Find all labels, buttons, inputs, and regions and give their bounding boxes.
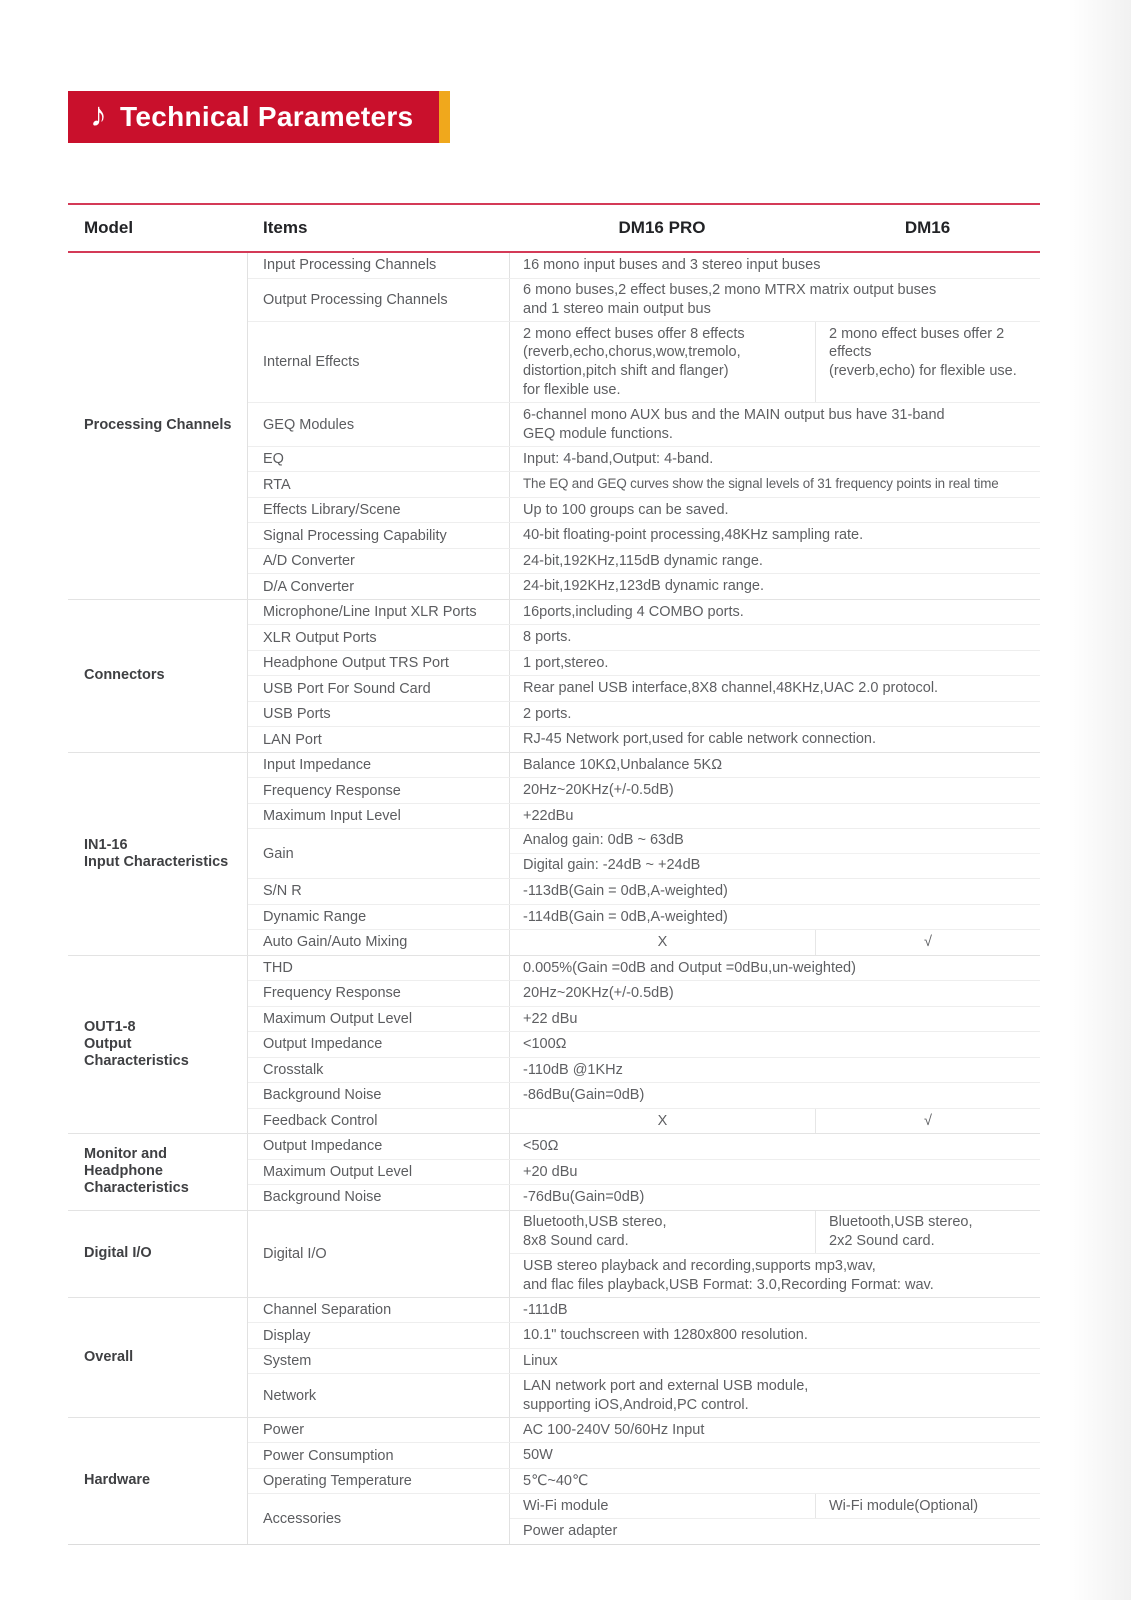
- table-row: [248, 676, 1040, 702]
- table-row: [248, 956, 1040, 982]
- group-rows: [248, 956, 1040, 1134]
- item-label: Output Impedance: [263, 1138, 383, 1155]
- item-label: Input Processing Channels: [263, 257, 437, 274]
- value-cell: [509, 549, 1040, 574]
- value-cell: [509, 702, 1040, 727]
- item-label: Maximum Output Level: [263, 1010, 413, 1027]
- value-cell: [509, 778, 1040, 803]
- table-row: [248, 981, 1040, 1007]
- model-label-line: Connectors: [84, 667, 165, 684]
- table-row: [248, 1032, 1040, 1058]
- table-group: [68, 1417, 1040, 1544]
- value-text: The EQ and GEQ curves show the signal levels of 31 frequency points in real time: [523, 476, 999, 492]
- value-cell: [509, 1374, 1040, 1417]
- item-label: THD: [263, 959, 293, 976]
- table-group: [68, 1297, 1040, 1417]
- value-text: 1 port,stereo.: [523, 654, 609, 671]
- model-label-line: Overall: [84, 1348, 134, 1365]
- model-label-line: Monitor and: [84, 1146, 167, 1163]
- value-text: <50Ω: [523, 1138, 559, 1155]
- value-text: -113dB(Gain = 0dB,A-weighted): [523, 883, 728, 900]
- value-line: USB stereo playback and recording,supports mp3,wav,: [523, 1257, 876, 1274]
- value-cell: [509, 1349, 1040, 1374]
- table-row: [248, 753, 1040, 779]
- value-line: LAN network port and external USB module,: [523, 1377, 809, 1394]
- group-rows: [248, 253, 1040, 599]
- item-label: Power: [263, 1422, 305, 1439]
- table-row: [248, 253, 1040, 279]
- value-cell: [509, 447, 1040, 472]
- table-row: [248, 472, 1040, 498]
- value-line: and flac files playback,USB Format: 3.0,Recording Format: wav.: [523, 1276, 934, 1293]
- model-label-line: Input Characteristics: [84, 853, 229, 870]
- value-cell: [509, 1109, 1040, 1134]
- split-cell-pro: [510, 1211, 816, 1254]
- value-cell: [509, 829, 1040, 878]
- group-rows: [248, 1418, 1040, 1544]
- value-text: 50W: [523, 1447, 553, 1464]
- value-line: Wi-Fi module(Optional): [829, 1497, 979, 1514]
- item-label: Headphone Output TRS Port: [263, 655, 449, 672]
- value-cell: [509, 804, 1040, 829]
- mark-pro: X: [510, 930, 816, 954]
- model-label-line: Processing Channels: [84, 417, 232, 434]
- value-cell: [509, 1443, 1040, 1468]
- value-text: -86dBu(Gain=0dB): [523, 1087, 645, 1104]
- value-cell: [509, 1083, 1040, 1108]
- value-cell: [509, 322, 1040, 402]
- table-row: [248, 1349, 1040, 1375]
- value-cell: [509, 753, 1040, 778]
- table-group: [68, 752, 1040, 955]
- item-label: Frequency Response: [263, 782, 401, 799]
- value-cell: [509, 1032, 1040, 1057]
- value-text: 20Hz~20KHz(+/-0.5dB): [523, 782, 674, 799]
- item-label: Maximum Input Level: [263, 808, 401, 825]
- table-row: [248, 1494, 1040, 1543]
- table-group: [68, 1133, 1040, 1210]
- table-row: [248, 804, 1040, 830]
- table-row: [248, 727, 1040, 752]
- value-extra-text: [510, 1519, 1040, 1543]
- value-cell: [509, 981, 1040, 1006]
- value-line: 2 mono effect buses offer 8 effects: [523, 325, 745, 342]
- split-cell-pro: [510, 322, 816, 402]
- model-label-line: IN1-16: [84, 836, 128, 853]
- table-header-row: [68, 203, 1040, 253]
- model-category-label: [68, 1298, 248, 1417]
- value-text: 2 ports.: [523, 705, 572, 722]
- item-label: Effects Library/Scene: [263, 502, 401, 519]
- value-cell: [509, 523, 1040, 548]
- split-cell-pro: [510, 1494, 816, 1518]
- value-cell: [509, 279, 1040, 322]
- value-cell: [509, 1007, 1040, 1032]
- table-row: [248, 905, 1040, 931]
- table-row: [248, 625, 1040, 651]
- value-text: 24-bit,192KHz,115dB dynamic range.: [523, 552, 763, 569]
- table-row: [248, 600, 1040, 626]
- value-text: Linux: [523, 1352, 558, 1369]
- table-group: [68, 1210, 1040, 1297]
- value-cell: [509, 956, 1040, 981]
- value-subline: Analog gain: 0dB ~ 63dB: [523, 832, 684, 849]
- item-label: Background Noise: [263, 1087, 382, 1104]
- value-text: 5℃~40℃: [523, 1472, 589, 1489]
- value-cell: [509, 1160, 1040, 1185]
- header-items: Items: [263, 218, 308, 237]
- model-category-label: [68, 253, 248, 599]
- section-banner: [68, 91, 450, 143]
- value-text: Up to 100 groups can be saved.: [523, 501, 729, 518]
- item-label: Internal Effects: [263, 354, 360, 371]
- value-extra-text: [510, 1254, 1040, 1297]
- page-title: Technical Parameters: [120, 101, 414, 132]
- value-text: 16ports,including 4 COMBO ports.: [523, 603, 744, 620]
- value-text: Rear panel USB interface,8X8 channel,48KHz,UAC 2.0 protocol.: [523, 680, 939, 697]
- value-line: Bluetooth,USB stereo,: [829, 1214, 973, 1231]
- value-line: supporting iOS,Android,PC control.: [523, 1396, 749, 1413]
- value-text: 40-bit floating-point processing,48KHz sampling rate.: [523, 527, 864, 544]
- value-cell: [509, 600, 1040, 625]
- item-label: Digital I/O: [263, 1245, 327, 1262]
- group-rows: [248, 753, 1040, 955]
- model-category-label: [68, 956, 248, 1134]
- table-row: [248, 1109, 1040, 1134]
- value-text: Balance 10KΩ,Unbalance 5KΩ: [523, 756, 723, 773]
- marks-row: [510, 1109, 1040, 1133]
- table-row: [248, 403, 1040, 447]
- table-row: [248, 1374, 1040, 1417]
- value-line: (reverb,echo,chorus,wow,tremolo,: [523, 344, 741, 361]
- table-row: [248, 651, 1040, 677]
- group-rows: [248, 1134, 1040, 1210]
- value-text: [510, 1374, 1040, 1417]
- model-label-line: Output Characteristics: [84, 1035, 189, 1069]
- value-cell: [509, 1298, 1040, 1323]
- split-value-row: [510, 1494, 1040, 1519]
- value-text: -114dB(Gain = 0dB,A-weighted): [523, 908, 728, 925]
- value-text: 10.1" touchscreen with 1280x800 resolution.: [523, 1327, 808, 1344]
- value-cell: [509, 472, 1040, 497]
- table-row: [248, 1469, 1040, 1495]
- value-text: -110dB @1KHz: [523, 1061, 623, 1078]
- banner-red-block: [68, 91, 439, 143]
- model-label-line: Hardware: [84, 1472, 151, 1489]
- value-cell: [509, 930, 1040, 955]
- value-text: +20 dBu: [523, 1163, 578, 1180]
- item-label: Dynamic Range: [263, 908, 367, 925]
- item-label: EQ: [263, 451, 284, 468]
- model-category-label: [68, 1134, 248, 1210]
- model-label-line: Characteristics: [84, 1180, 189, 1197]
- value-cell: [509, 403, 1040, 446]
- value-line: and 1 stereo main output bus: [523, 300, 711, 317]
- value-cell: [509, 651, 1040, 676]
- model-category-label: [68, 753, 248, 955]
- table-row: [248, 279, 1040, 323]
- split-value-row: [510, 322, 1040, 402]
- item-label: Output Impedance: [263, 1036, 383, 1053]
- table-row: [248, 1185, 1040, 1210]
- value-line: Wi-Fi module: [523, 1497, 609, 1514]
- table-row: [248, 1134, 1040, 1160]
- music-note-icon: ♪: [90, 96, 107, 134]
- item-label: GEQ Modules: [263, 416, 355, 433]
- table-row: [248, 829, 1040, 879]
- value-cell: [509, 1134, 1040, 1159]
- value-text: 24-bit,192KHz,123dB dynamic range.: [523, 578, 765, 595]
- mark-dm16: √: [924, 934, 932, 951]
- item-label: Gain: [263, 845, 294, 862]
- value-line: Bluetooth,USB stereo,: [523, 1214, 667, 1231]
- table-row: [248, 702, 1040, 728]
- table-row: [248, 1443, 1040, 1469]
- value-line: 6-channel mono AUX bus and the MAIN output bus have 31-band: [523, 406, 945, 423]
- value-text: -76dBu(Gain=0dB): [523, 1189, 645, 1206]
- value-line: (reverb,echo) for flexible use.: [829, 363, 1017, 380]
- table-row: [248, 778, 1040, 804]
- value-text: -111dB: [523, 1301, 568, 1318]
- header-dm16-pro: DM16 PRO: [618, 218, 706, 237]
- item-label: Channel Separation: [263, 1302, 392, 1319]
- item-label: D/A Converter: [263, 578, 355, 595]
- model-label-line: OUT1-8: [84, 1018, 136, 1035]
- value-cell: [509, 574, 1040, 599]
- table-row: [248, 1298, 1040, 1324]
- table-body: [68, 253, 1040, 1545]
- split-cell-dm16: [816, 1211, 1040, 1254]
- value-line: 8x8 Sound card.: [523, 1232, 629, 1249]
- value-text: RJ-45 Network port,used for cable network connection.: [523, 731, 877, 748]
- item-label: Network: [263, 1387, 317, 1404]
- table-row: [248, 879, 1040, 905]
- split-value-row: [510, 1211, 1040, 1255]
- value-text: [510, 279, 1040, 322]
- value-text: 0.005%(Gain =0dB and Output =0dBu,un-weighted): [523, 959, 856, 976]
- item-label: Feedback Control: [263, 1112, 378, 1129]
- value-cell: [509, 676, 1040, 701]
- model-category-label: [68, 1211, 248, 1297]
- table-row: [248, 523, 1040, 549]
- table-row: [248, 549, 1040, 575]
- value-sublines: [510, 829, 1040, 878]
- value-text: 20Hz~20KHz(+/-0.5dB): [523, 985, 674, 1002]
- page-edge-shading: [1067, 0, 1131, 1600]
- value-cell: [509, 498, 1040, 523]
- value-text: +22 dBu: [523, 1010, 578, 1027]
- item-label: XLR Output Ports: [263, 629, 377, 646]
- item-label: Background Noise: [263, 1189, 382, 1206]
- group-rows: [248, 600, 1040, 752]
- table-row: [248, 1160, 1040, 1186]
- value-text: Input: 4-band,Output: 4-band.: [523, 450, 714, 467]
- value-line: distortion,pitch shift and flanger): [523, 363, 729, 380]
- model-label-line: Digital I/O: [84, 1245, 152, 1262]
- table-group: [68, 955, 1040, 1134]
- split-cell-dm16: [816, 1494, 1040, 1518]
- value-line: Power adapter: [523, 1523, 618, 1540]
- item-label: Auto Gain/Auto Mixing: [263, 934, 408, 951]
- value-line: GEQ module functions.: [523, 425, 673, 442]
- mark-dm16: √: [924, 1112, 932, 1129]
- value-text: <100Ω: [523, 1036, 567, 1053]
- value-cell: [509, 1211, 1040, 1297]
- group-rows: [248, 1211, 1040, 1297]
- value-text: 16 mono input buses and 3 stereo input buses: [523, 257, 821, 273]
- item-label: Signal Processing Capability: [263, 527, 447, 544]
- item-label: Output Processing Channels: [263, 291, 448, 308]
- item-label: Display: [263, 1327, 311, 1344]
- table-row: [248, 1007, 1040, 1033]
- value-cell: [509, 879, 1040, 904]
- table-row: [248, 930, 1040, 955]
- value-line: 2 mono effect buses offer 2 effects: [829, 325, 1005, 361]
- table-row: [248, 322, 1040, 403]
- item-label: Crosstalk: [263, 1061, 324, 1078]
- item-label: Operating Temperature: [263, 1473, 412, 1490]
- item-label: RTA: [263, 476, 291, 493]
- header-model: Model: [84, 218, 134, 237]
- value-text: +22dBu: [523, 807, 574, 824]
- item-label: LAN Port: [263, 731, 322, 748]
- value-text: [510, 403, 1040, 446]
- group-rows: [248, 1298, 1040, 1417]
- item-label: A/D Converter: [263, 553, 355, 570]
- value-line: for flexible use.: [523, 381, 621, 398]
- item-label: USB Ports: [263, 706, 331, 723]
- value-cell: [509, 253, 1040, 278]
- value-subline: Digital gain: -24dB ~ +24dB: [510, 853, 1040, 878]
- item-label: USB Port For Sound Card: [263, 680, 431, 697]
- item-label: Accessories: [263, 1511, 342, 1528]
- table-row: [248, 498, 1040, 524]
- table-row: [248, 574, 1040, 599]
- value-text: AC 100-240V 50/60Hz Input: [523, 1421, 705, 1438]
- table-row: [248, 1211, 1040, 1297]
- table-group: [68, 599, 1040, 752]
- item-label: Maximum Output Level: [263, 1163, 413, 1180]
- marks-row: [510, 930, 1040, 954]
- item-label: System: [263, 1353, 312, 1370]
- split-cell-dm16: [816, 322, 1040, 402]
- value-cell: [509, 1469, 1040, 1494]
- header-dm16: DM16: [904, 218, 951, 237]
- value-cell: [509, 1323, 1040, 1348]
- item-label: S/N R: [263, 883, 302, 900]
- table-row: [248, 1083, 1040, 1109]
- item-label: Input Impedance: [263, 757, 372, 774]
- value-line: 2x2 Sound card.: [829, 1232, 935, 1249]
- value-text: 8 ports.: [523, 629, 572, 646]
- value-cell: [509, 1418, 1040, 1443]
- banner-accent-stripe: [439, 91, 450, 143]
- value-cell: [509, 1185, 1040, 1210]
- table-row: [248, 1418, 1040, 1444]
- table-row: [248, 1058, 1040, 1084]
- value-line: 6 mono buses,2 effect buses,2 mono MTRX matrix output buses: [523, 282, 937, 298]
- value-cell: [509, 905, 1040, 930]
- table-row: [248, 447, 1040, 473]
- table-row: [248, 1323, 1040, 1349]
- item-label: Frequency Response: [263, 985, 401, 1002]
- model-category-label: [68, 1418, 248, 1544]
- value-cell: [509, 1058, 1040, 1083]
- value-cell: [509, 625, 1040, 650]
- model-category-label: [68, 600, 248, 752]
- item-label: Microphone/Line Input XLR Ports: [263, 604, 477, 621]
- model-label-line: Headphone: [84, 1163, 163, 1180]
- value-cell: [509, 727, 1040, 752]
- item-label: Power Consumption: [263, 1447, 394, 1464]
- value-cell: [509, 1494, 1040, 1543]
- spec-table: [68, 203, 1040, 1545]
- table-group: [68, 253, 1040, 599]
- mark-pro: X: [510, 1109, 816, 1133]
